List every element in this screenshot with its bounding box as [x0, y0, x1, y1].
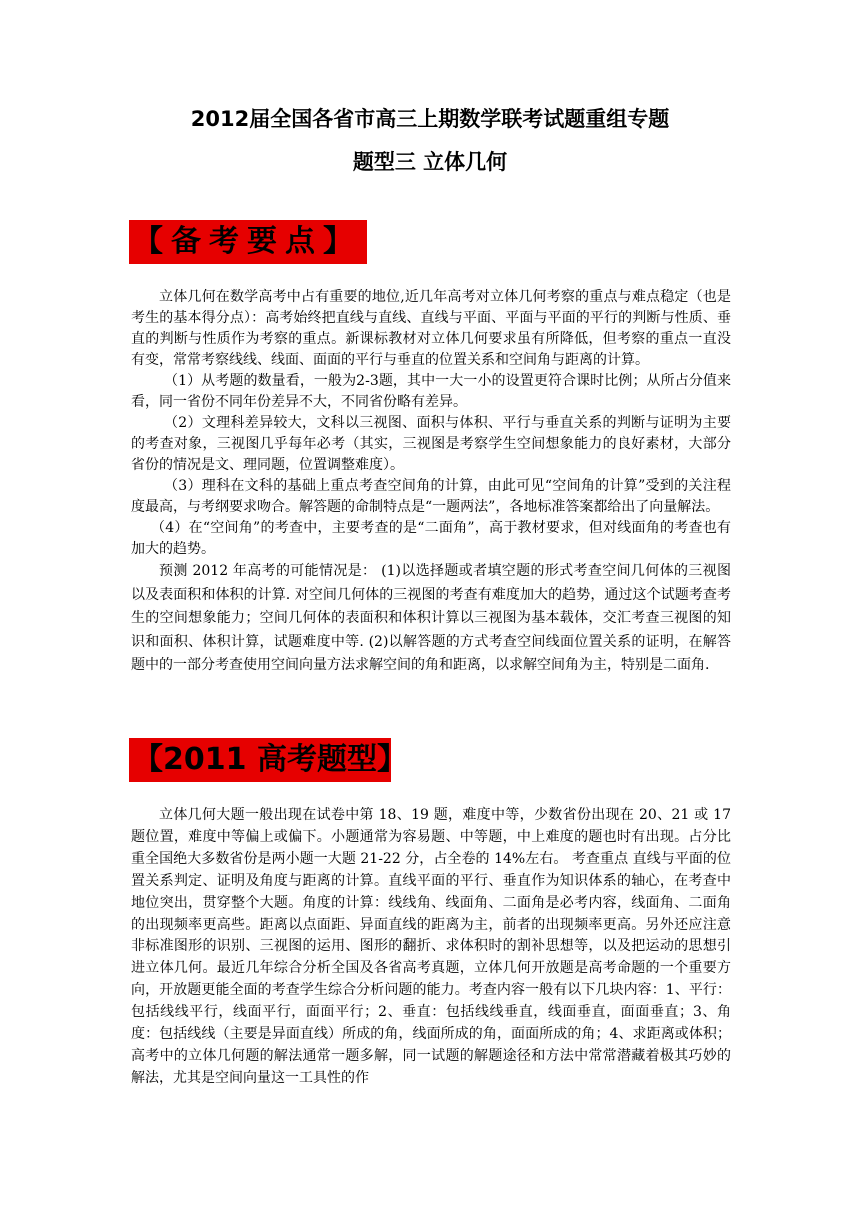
section-exam-points [131, 287, 731, 678]
document-subtitle: 题型三 立体几何 [352, 150, 508, 174]
paragraph: （2）文理科差异较大，文科以三视图、面积与体积、平行与垂直关系的判断与证明为主要的考查对象，三视图几乎每年必考（其实，三视图是考察学生空间想象能力的良好素材，大部分省份的情况是文、理同题，位置调整难度）。 [131, 415, 731, 473]
paragraph: 立体几何在数学高考中占有重要的地位,近几年高考对立体几何考察的重点与难点稳定（也是考生的基本得分点）：高考始终把直线与直线、直线与平面、平面与平面的平行的判断与性质、垂直的判断与性质作为考察的重点。新课标教材对立体几何要求虽有所降低，但考察的重点一直没有变，常常考察线线、线面、面面的平行与垂直的位置关系和空间角与距离的计算。 [131, 289, 731, 368]
section-2011-question-types [131, 805, 731, 1090]
document-title: 2012届全国各省市高三上期数学联考试题重组专题 [190, 107, 670, 131]
paragraph: （1）从考题的数量看，一般为2-3题，其中一大一小的设置更符合课时比例；从所占分值来看，同一省份不同年份差异不大，不同省份略有差异。 [131, 373, 731, 410]
section-heading-2011-question-types: 【2011 高考题型】 [129, 738, 391, 782]
paragraph: 立体几何大题一般出现在试卷中第 18、19 题，难度中等，少数省份出现在 20、21 或 17 题位置，难度中等偏上或偏下。小题通常为容易题、中等题，中上难度的题也时有出现。占分比重全国绝大多数省份是两小题一大题 21-22 分，占全卷的 14%左右。 考查重点 直线与平面的位置关系判定、证明及角度与距离的计算。直线平面的平行、垂直作为知识体系的轴心，在考查中地位突出，贯穿整个大题。角度的计算：线线角、线面角、二面角是必考内容，线面角、二面角的出现频率更高些。距离以点面距、异面直线的距离为主，前者的出现频率更高。另外还应注意非标准图形的识别、三视图的运用、图形的翻折、求体积时的割补思想等，以及把运动的思想引进立体几何。最近几年综合分析全国及各省高考真题，立体几何开放题是高考命题的一个重要方向，开放题更能全面的考查学生综合分析问题的能力。考查内容一般有以下几块内容：1、平行：包括线线平行，线面平行，面面平行；2、垂直：包括线线垂直，线面垂直，面面垂直；3、角度：包括线线（主要是异面直线）所成的角，线面所成的角，面面所成的角；4、求距离或体积；高考中的立体几何题的解法通常一题多解，同一试题的解题途径和方法中常常潜藏着极其巧妙的解法，尤其是空间向量这一工具性的作 [131, 807, 731, 1086]
paragraph: （4）在“空间角”的考查中，主要考查的是“二面角”，高于教材要求，但对线面角的考查也有加大的趋势。 [131, 520, 731, 557]
section-heading-exam-points: 【备考要点】 [129, 220, 367, 264]
paragraph: （3）理科在文科的基础上重点考查空间角的计算，由此可见“空间角的计算”受到的关注程度最高，与考纲要求吻合。解答题的命制特点是“一题两法”，各地标准答案都给出了向量解法。 [131, 478, 731, 515]
paragraph: 预测 2012 年高考的可能情况是： (1)以选择题或者填空题的形式考查空间几何体的三视图以及表面积和体积的计算. 对空间几何体的三视图的考查有难度加大的趋势，通过这个试题考查考生的空间想象能力；空间几何体的表面积和体积计算以三视图为基本载体，交汇考查三视图的知识和面积、体积计算，试题难度中等. (2)以解答题的方式考查空间线面位置关系的证明，在解答题中的一部分考查使用空间向量方法求解空间的角和距离，以求解空间角为主，特别是二面角. [131, 563, 731, 673]
